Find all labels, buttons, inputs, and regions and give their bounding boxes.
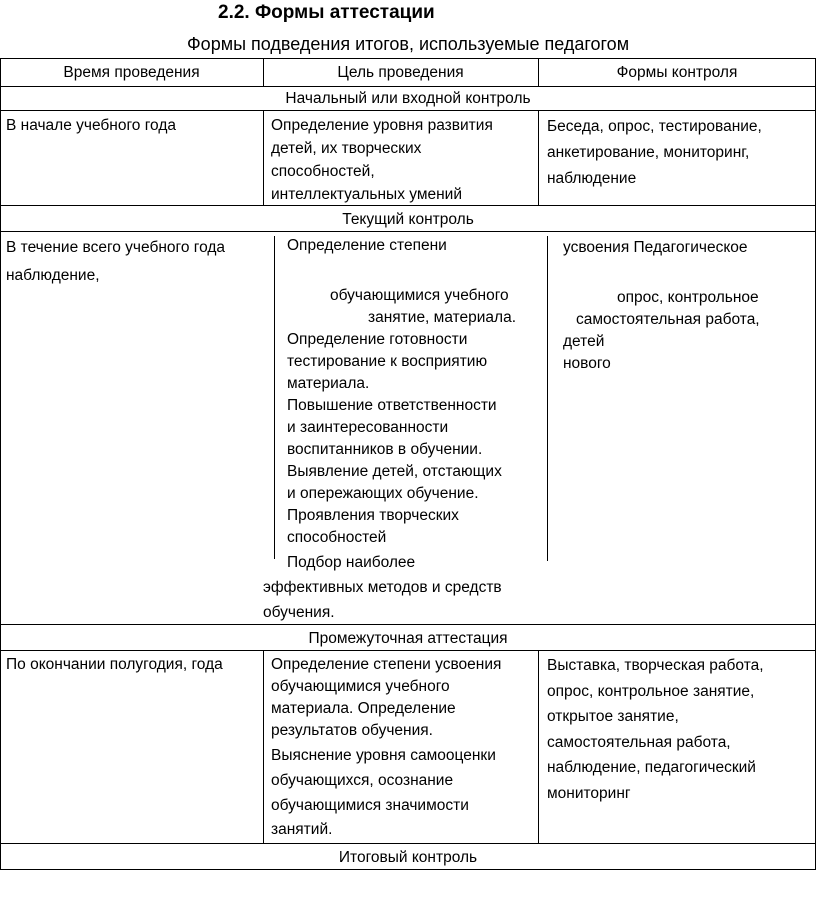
- header-forms: Формы контроля: [616, 64, 738, 81]
- header-time: Время проведения: [63, 64, 200, 81]
- time-current: В течение всего учебного года наблюдение,: [6, 239, 226, 284]
- group-title-final: Итоговый контроль: [338, 849, 478, 866]
- group-title-current: Текущий контроль: [342, 211, 474, 228]
- group-title-initial: Начальный или входной контроль: [285, 90, 531, 107]
- forms-initial: Беседа, опрос, тестирование, анкетирование, мониторинг, наблюдение: [547, 118, 762, 187]
- section-title: 2.2. Формы аттестации: [218, 2, 435, 23]
- time-initial: В начале учебного года: [6, 117, 176, 134]
- group-title-intermediate: Промежуточная аттестация: [308, 630, 508, 647]
- time-intermediate: По окончании полугодия, года: [6, 656, 223, 673]
- header-goal: Цель проведения: [337, 64, 464, 81]
- forms-intermediate: Выставка, творческая работа, опрос, контрольное занятие, открытое занятие, самостоятельная работа, наблюдение, педагогический мониторинг: [547, 657, 764, 802]
- table-caption: Формы подведения итогов, используемые педагогом: [187, 34, 630, 54]
- goal-initial: Определение уровня развития детей, их творческих способностей, интеллектуальных умений: [271, 117, 493, 203]
